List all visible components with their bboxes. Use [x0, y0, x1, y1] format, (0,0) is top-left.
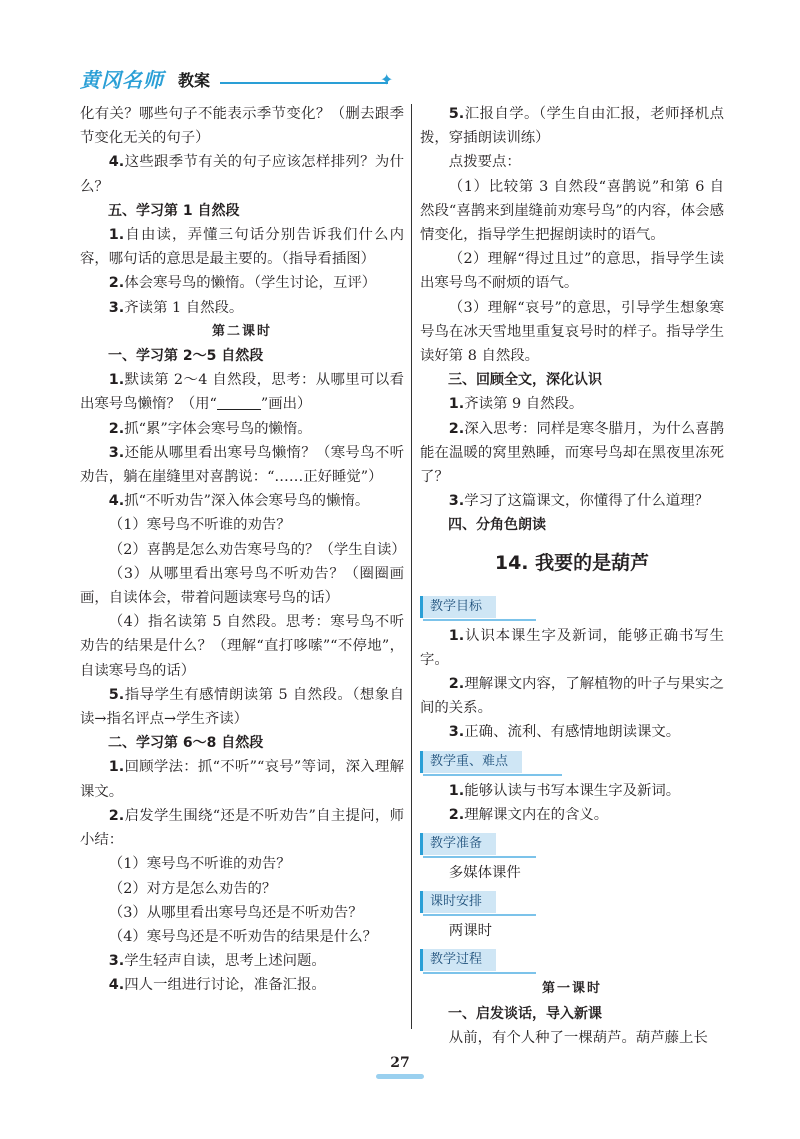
numbered-item: 3.还能从哪里看出寒号鸟懒惰？（寒号鸟不听劝告，躺在崖缝里对喜鹊说：“……正好睡觉”）	[80, 444, 404, 486]
section-heading: 三、回顾全文，深化认识	[448, 372, 602, 389]
numbered-item: 2.体会寒号鸟的懒惰。（学生讨论，互评）	[108, 275, 377, 292]
brand-logo: 黄冈名师	[80, 68, 164, 92]
badge-row	[420, 827, 724, 861]
numbered-item: 2.深入思考：同样是寒冬腊月，为什么喜鹊能在温暖的窝里熟睡，而寒号鸟却在黑夜里冻死了？	[420, 420, 724, 486]
header-subtitle: 教案	[178, 71, 211, 90]
numbered-item: 1.自由读，弄懂三句话分别告诉我们什么内容，哪句话的意思是最主要的。（指导看插图）	[80, 227, 404, 268]
numbered-item: 5.汇报自学。（学生自由汇报，老师择机点拨，穿插朗读训练）	[420, 106, 724, 147]
sub-item: （2）喜鹊是怎么劝告寒号鸟的？（学生自读）	[108, 541, 406, 558]
sub-item: （3）理解“哀号”的意思，引导学生想象寒号鸟在冰天雪地里重复哀号时的样子。指导学生读好第 8 自然段。	[420, 299, 724, 365]
sub-item: （1）寒号鸟不听谁的劝告？	[108, 517, 291, 534]
underline-blank	[217, 395, 261, 410]
section-heading: 一、启发谈话，导入新课	[448, 1005, 602, 1022]
footer-decoration	[376, 1074, 424, 1079]
numbered-item: 1.齐读第 9 自然段。	[448, 396, 584, 413]
paragraph: 两课时	[448, 923, 492, 940]
numbered-item: 4.四人一组进行讨论，准备汇报。	[108, 977, 326, 994]
numbered-item: 4.这些跟季节有关的句子应该怎样排列？为什么？	[80, 154, 404, 195]
sub-item: （1）寒号鸟不听谁的劝告？	[108, 856, 291, 873]
sub-item: （3）从哪里看出寒号鸟还是不听劝告？	[108, 904, 363, 921]
section-heading: 一、学习第 2～5 自然段	[108, 348, 264, 365]
header-rule	[220, 82, 388, 84]
paragraph: 点拨要点：	[448, 154, 521, 171]
sub-item: （4）指名读第 5 自然段。思考：寒号鸟不听劝告的结果是什么？（理解“直打哆嗦”“不停地”，自读寒号鸟的话）	[80, 614, 404, 679]
section-heading: 五、学习第 1 自然段	[108, 202, 240, 219]
section-badge: 课时安排	[420, 891, 496, 913]
numbered-item: 3.齐读第 1 自然段。	[108, 299, 244, 316]
sub-item: （2）理解“得过且过”的意思，指导学生读出寒号鸟不耐烦的语气。	[420, 251, 724, 292]
section-badge: 教学准备	[420, 833, 496, 855]
badge-row	[420, 943, 724, 977]
lesson-title: 14. 我要的是葫芦	[494, 551, 650, 574]
numbered-item: 1.能够认读与书写本课生字及新词。	[448, 782, 681, 799]
left-column	[80, 102, 404, 998]
numbered-item: 2.理解课文内在的含义。	[448, 806, 609, 823]
sub-item: （3）从哪里看出寒号鸟不听劝告？（圈圈画画，自读体会，带着问题读寒号鸟的话）	[80, 565, 404, 607]
paragraph: 多媒体课件	[448, 865, 521, 882]
sub-item: （1）比较第 3 自然段“喜鹊说”和第 6 自然段“喜鹊来到崖缝前劝寒号鸟”的内容，体会感情变化，指导学生把握朗读时的语气。	[420, 178, 724, 244]
paragraph: 化有关？哪些句子不能表示季节变化？（删去跟季节变化无关的句子）	[80, 106, 404, 147]
numbered-item: 2.抓“累”字体会寒号鸟的懒惰。	[108, 420, 312, 437]
numbered-item: 2.启发学生围绕“还是不听劝告”自主提问，师小结：	[80, 807, 404, 849]
sub-item: （2）对方是怎么劝告的？	[108, 880, 277, 897]
section-badge: 教学目标	[420, 596, 496, 618]
lesson-period-heading: 第一课时	[541, 981, 602, 997]
numbered-item: 5.指导学生有感情朗读第 5 自然段。（想象自读→指名评点→学生齐读）	[80, 686, 404, 728]
badge-row	[420, 885, 724, 919]
numbered-item: 1.回顾学法：抓“不听”“哀号”等词，深入理解课文。	[80, 759, 404, 800]
sub-item: （4）寒号鸟还是不听劝告的结果是什么？	[108, 928, 377, 945]
right-column	[420, 102, 724, 1050]
badge-row	[420, 590, 724, 624]
section-heading: 二、学习第 6～8 自然段	[108, 735, 264, 752]
numbered-item: 1.认识本课生字及新词，能够正确书写生字。	[420, 627, 724, 668]
numbered-item: 4.抓“不听劝告”深入体会寒号鸟的懒惰。	[108, 493, 370, 510]
badge-row	[420, 745, 724, 779]
lesson-period-heading: 第二课时	[211, 323, 272, 339]
paragraph: 从前，有个人种了一棵葫芦。葫芦藤上长	[448, 1029, 708, 1046]
column-divider	[411, 104, 412, 1029]
section-badge: 教学过程	[420, 949, 496, 971]
numbered-item: 2.理解课文内容，了解植物的叶子与果实之间的关系。	[420, 676, 724, 717]
section-heading: 四、分角色朗读	[448, 517, 546, 534]
page-number: 27	[390, 1055, 410, 1071]
numbered-item: 3.正确、流利、有感情地朗读课文。	[448, 724, 681, 741]
section-badge: 教学重、难点	[420, 751, 522, 773]
numbered-item: 1.默读第 2～4 自然段，思考：从哪里可以看出寒号鸟懒惰？（用“ ”画出）	[80, 372, 404, 413]
numbered-item: 3.学生轻声自读，思考上述问题。	[108, 953, 326, 970]
sparkle-icon: ✦	[380, 70, 394, 89]
numbered-item: 3.学习了这篇课文，你懂得了什么道理？	[448, 493, 709, 510]
